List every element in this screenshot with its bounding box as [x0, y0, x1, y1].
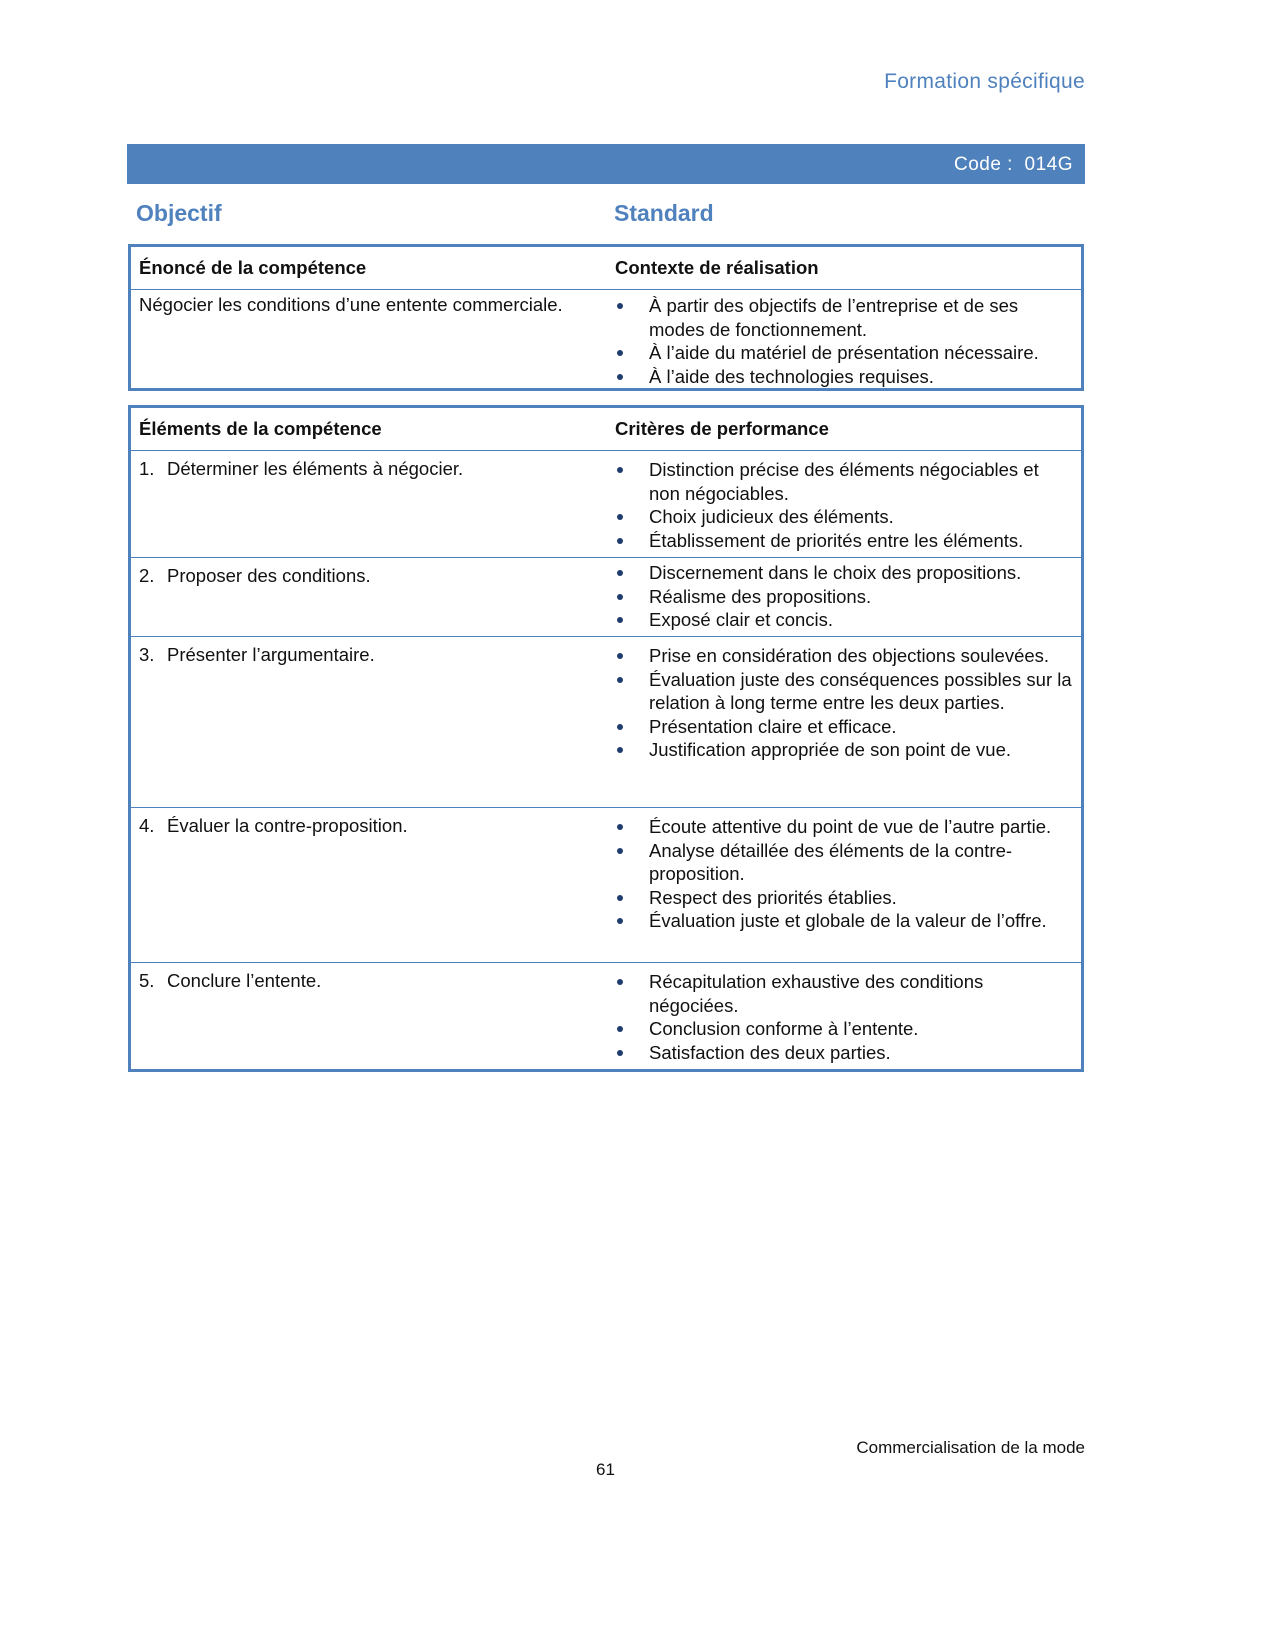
bullet-item: À l’aide du matériel de présentation nécessaire.: [615, 341, 1073, 365]
statement: Négocier les conditions d’une entente commerciale.: [130, 290, 608, 390]
bullet-item: Respect des priorités établies.: [615, 886, 1073, 910]
section-objectif: Objectif: [136, 200, 222, 226]
section-standard: Standard: [614, 200, 714, 226]
footer-program: Commercialisation de la mode: [856, 1438, 1085, 1457]
table-row: [130, 637, 1083, 808]
bullet-item: À l’aide des technologies requises.: [615, 365, 1073, 389]
code-label: Code :: [953, 154, 1013, 175]
element-text: Proposer des conditions.: [167, 565, 371, 586]
bullet-item: À partir des objectifs de l’entreprise et de ses modes de fonctionnement.: [615, 294, 1073, 341]
bullet-item: Discernement dans le choix des propositions.: [615, 561, 1073, 585]
criteria-list: [615, 815, 1073, 933]
element-number: 5.: [139, 970, 155, 991]
bullet-item: Réalisme des propositions.: [615, 585, 1073, 609]
element-text: Déterminer les éléments à négocier.: [167, 458, 464, 479]
bullet-item: Présentation claire et efficace.: [615, 715, 1073, 739]
col-header: Énoncé de la compétence: [130, 246, 608, 290]
context-list: [615, 294, 1073, 388]
criteria-list: [615, 561, 1073, 632]
bullet-item: Distinction précise des éléments négociables et non négociables.: [615, 458, 1073, 505]
bullet-item: Justification appropriée de son point de vue.: [615, 738, 1073, 762]
table-row: [130, 963, 1083, 1071]
bullet-item: Écoute attentive du point de vue de l’autre partie.: [615, 815, 1073, 839]
criteria-list: [615, 970, 1073, 1064]
competence-table: [128, 244, 1084, 391]
header-title: Formation spécifique: [884, 70, 1085, 93]
code-bar: [127, 144, 1085, 184]
element-text: Conclure l’entente.: [167, 970, 322, 991]
table-row: [130, 451, 1083, 558]
bullet-item: Récapitulation exhaustive des conditions négociées.: [615, 970, 1073, 1017]
element-number: 4.: [139, 815, 155, 836]
element-text: Évaluer la contre-proposition.: [167, 815, 408, 836]
col-header: Contexte de réalisation: [607, 246, 1083, 290]
bullet-item: Établissement de priorités entre les éléments.: [615, 529, 1073, 553]
element-number: 2.: [139, 565, 155, 586]
element-number: 1.: [139, 458, 155, 479]
bullet-item: Satisfaction des deux parties.: [615, 1041, 1073, 1065]
bullet-item: Évaluation juste des conséquences possibles sur la relation à long terme entre les deux parties.: [615, 668, 1073, 715]
bullet-item: Exposé clair et concis.: [615, 608, 1073, 632]
element-text: Présenter l’argumentaire.: [167, 644, 375, 665]
bullet-item: Choix judicieux des éléments.: [615, 505, 1073, 529]
bullet-item: Prise en considération des objections soulevées.: [615, 644, 1073, 668]
col-header: Critères de performance: [607, 407, 1083, 451]
element-number: 3.: [139, 644, 155, 665]
bullet-item: Analyse détaillée des éléments de la contre-proposition.: [615, 839, 1073, 886]
page-number: 61: [596, 1460, 615, 1479]
criteria-list: [615, 458, 1073, 552]
code-text: [954, 154, 1073, 176]
bullet-item: Évaluation juste et globale de la valeur de l’offre.: [615, 909, 1073, 933]
table-row: [130, 558, 1083, 637]
table-row: [130, 808, 1083, 963]
bullet-item: Conclusion conforme à l’entente.: [615, 1017, 1073, 1041]
code-value: 014G: [1024, 154, 1073, 175]
criteria-list: [615, 644, 1073, 762]
col-header: Éléments de la compétence: [130, 407, 608, 451]
elements-table: [128, 405, 1084, 1072]
